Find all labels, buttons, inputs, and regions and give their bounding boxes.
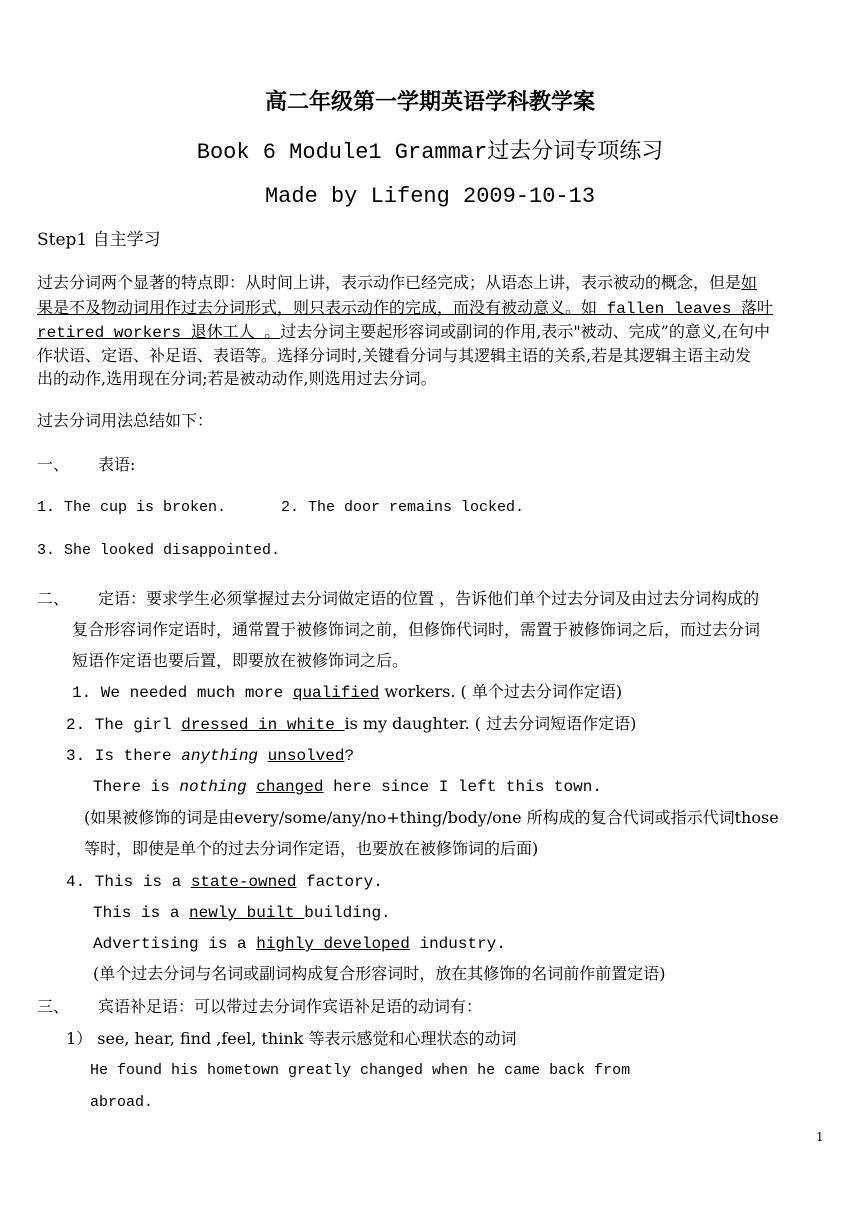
intro-line-2: 果是不及物动词用作过去分词形式，则只表示动作的完成，而没有被动意义。如 fallen leaves 落叶 (37, 298, 774, 318)
section2-example-4c: Advertising is a highly developed industry. (93, 935, 506, 953)
byline: Made by Lifeng 2009-10-13 (264, 184, 596, 209)
section1-title: 表语: (98, 455, 136, 474)
section2-example-3b: There is nothing changed here since I left this town. (93, 778, 602, 796)
section2-example-1: 1. We needed much more qualified workers. ( 单个过去分词作定语) (72, 682, 623, 702)
section3-example-1b: abroad. (90, 1094, 154, 1111)
section2-number: 二、 (37, 589, 70, 608)
intro-line-3: retired workers 退休工人 。过去分词主要起形容词或副词的作用,表示"被动、完成”的意义,在句中 (37, 322, 770, 342)
page-title: 高二年级第一学期英语学科教学案 (264, 89, 595, 115)
section2-line-3: 短语作定语也要后置，即要放在被修饰词之后。 (72, 651, 409, 670)
section1-example-2: 2. The door remains locked. (281, 499, 525, 516)
subtitle-en: Book 6 Module1 Grammar (196, 140, 488, 165)
page-number: 1 (816, 1130, 824, 1144)
section2-example-4: 4. This is a state-owned factory. (66, 873, 383, 891)
section2-note-3: (单个过去分词与名词或副词构成复合形容词时，放在其修饰的名词前作前置定语) (93, 964, 666, 983)
intro-line-4: 作状语、定语、补足语、表语等。选择分词时,关键看分词与其逻辑主语的关系,若是其逻辑主语主动发 (37, 346, 752, 365)
section1-number: 一、 (37, 455, 70, 474)
subtitle-cn: 过去分词专项练习 (487, 139, 664, 164)
section3-example-1a: He found his hometown greatly changed when he came back from (90, 1062, 631, 1079)
section3-item-1: 1） see, hear, find ,feel, think 等表示感觉和心理状态的动词 (66, 1029, 517, 1048)
section2-example-4b: This is a newly built building. (93, 904, 391, 922)
summary-line: 过去分词用法总结如下： (37, 411, 214, 430)
section2-note-1: (如果被修饰的词是由every/some/any/no+thing/body/one 所构成的复合代词或指示代词those (84, 808, 779, 827)
section2-line-1: 定语：要求学生必须掌握过去分词做定语的位置 ，告诉他们单个过去分词及由过去分词构成的 (98, 589, 760, 608)
section3-number: 三、 (37, 997, 70, 1016)
intro-line-5: 出的动作,选用现在分词;若是被动动作,则选用过去分词。 (37, 369, 437, 388)
section3-title: 宾语补足语：可以带过去分词作宾语补足语的动词有： (98, 997, 483, 1016)
section2-example-3: 3. Is there anything unsolved? (66, 747, 355, 765)
section1-example-1: 1. The cup is broken. (37, 499, 227, 516)
section2-line-2: 复合形容词作定语时，通常置于被修饰词之前，但修饰代词时，需置于被修饰词之后，而过去分词 (72, 620, 761, 639)
section1-example-3: 3. She looked disappointed. (37, 542, 281, 559)
intro-line-1: 过去分词两个显著的特点即：从时间上讲，表示动作已经完成；从语态上讲，表示被动的概念，但是如 (37, 273, 758, 292)
step1-heading: Step1 自主学习 (37, 230, 161, 250)
section2-note-2: 等时，即使是单个的过去分词作定语，也要放在被修饰词的后面) (84, 839, 539, 858)
section2-example-2: 2. The girl dressed in white is my daughter. ( 过去分词短语作定语) (66, 714, 637, 734)
page-subtitle (0, 138, 860, 167)
